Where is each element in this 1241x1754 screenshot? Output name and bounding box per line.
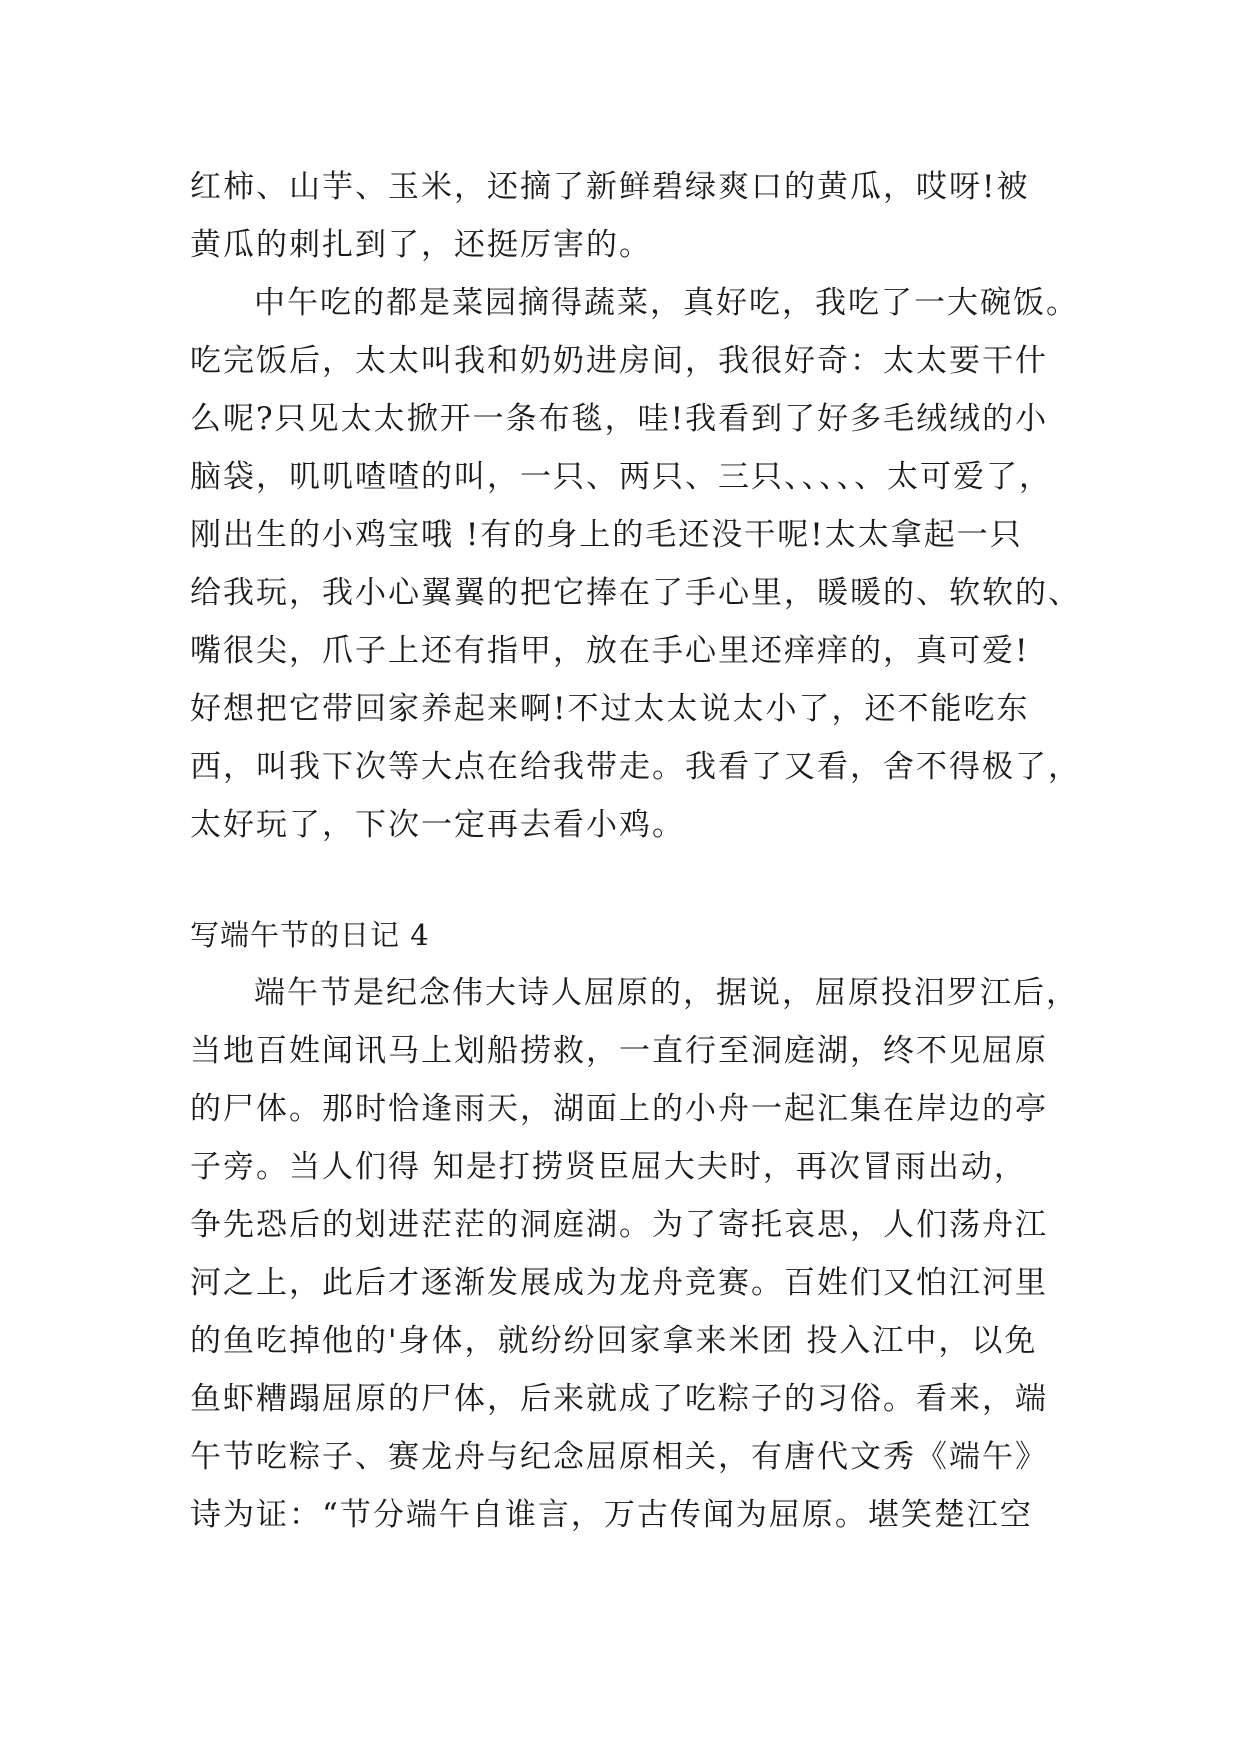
text-line: 中午吃的都是菜园摘得蔬菜，真好吃，我吃了一大碗饭。 xyxy=(254,285,1079,321)
text-line: 争先恐后的划进茫茫的洞庭湖。为了寄托哀思，人们荡舟江 xyxy=(190,1207,1048,1243)
paragraph-chicks xyxy=(190,274,1081,854)
paragraph-garden xyxy=(190,158,1050,274)
text-line: 脑袋，叽叽喳喳的叫，一只、两只、三只、、、、、太可爱了， xyxy=(190,459,1052,495)
text-line: 太好玩了，下次一定再去看小鸡。 xyxy=(190,807,685,843)
text-line: 诗为证：“节分端午自谁言，万古传闻为屈原。堪笑楚江空 xyxy=(190,1497,1033,1533)
section-gap xyxy=(190,854,1050,906)
text-line: 给我玩，我小心翼翼的把它捧在了手心里，暖暖的、软软的、 xyxy=(190,575,1081,611)
paragraph-dragon-boat xyxy=(190,964,1079,1544)
text-line: 河之上，此后才逐渐发展成为龙舟竞赛。百姓们又怕江河里 xyxy=(190,1265,1048,1301)
text-line: 子旁。当人们得 知是打捞贤臣屈大夫时，再次冒雨出动， xyxy=(190,1149,1027,1185)
text-line: 刚出生的小鸡宝哦 !有的身上的毛还没干呢!太太拿起一只 xyxy=(190,517,1023,553)
text-line: 好想把它带回家养起来啊!不过太太说太小了，还不能吃东 xyxy=(190,691,1030,727)
text-line: 西，叫我下次等大点在给我带走。我看了又看，舍不得极了， xyxy=(190,749,1081,785)
text-line: 当地百姓闻讯马上划船捞救，一直行至洞庭湖，终不见屈原 xyxy=(190,1033,1048,1069)
text-line: 么呢?只见太太掀开一条布毯，哇!我看到了好多毛绒绒的小 xyxy=(190,401,1049,437)
text-line: 的尸体。那时恰逢雨天，湖面上的小舟一起汇集在岸边的亭 xyxy=(190,1091,1048,1127)
text-line: 的鱼吃掉他的'身体，就纷纷回家拿来米团 投入江中，以免 xyxy=(190,1323,1038,1359)
text-line: 红柿、山芋、玉米，还摘了新鲜碧绿爽口的黄瓜，哎呀!被 xyxy=(190,169,1030,205)
section-heading: 写端午节的日记 4 xyxy=(190,918,430,952)
text-line: 午节吃粽子、赛龙舟与纪念屈原相关，有唐代文秀《端午》 xyxy=(190,1439,1048,1475)
text-line: 鱼虾糟蹋屈原的尸体，后来就成了吃粽子的习俗。看来，端 xyxy=(190,1381,1048,1417)
text-line: 黄瓜的刺扎到了，还挺厉害的。 xyxy=(190,227,652,263)
text-line: 端午节是纪念伟大诗人屈原的，据说，屈原投汨罗江后， xyxy=(254,975,1079,1011)
text-line: 吃完饭后，太太叫我和奶奶进房间，我很好奇：太太要干什 xyxy=(190,343,1048,379)
document-page xyxy=(190,158,1081,1544)
text-line: 嘴很尖，爪子上还有指甲，放在手心里还痒痒的，真可爱! xyxy=(190,633,1030,669)
